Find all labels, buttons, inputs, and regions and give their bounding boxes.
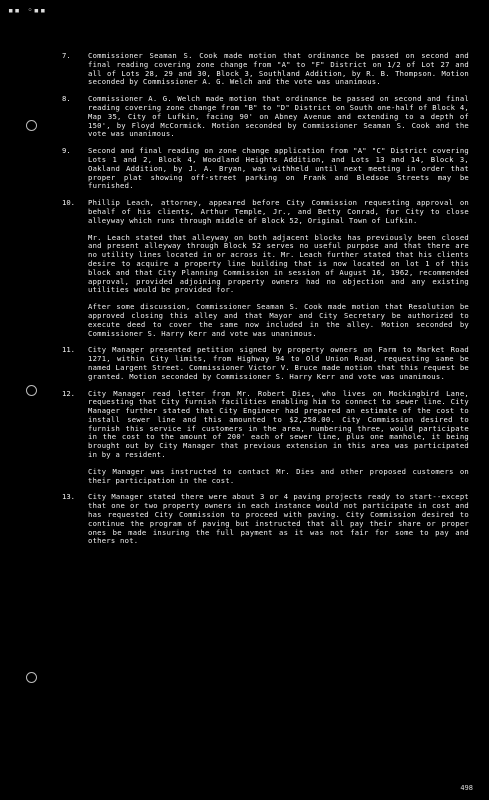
- item-paragraph: City Manager was instructed to contact Mr. Dies and other proposed customers on their participation in the cost.: [88, 466, 469, 485]
- item-number: 13.: [62, 492, 75, 502]
- page-number: 498: [460, 784, 473, 792]
- item-paragraph: Second and final reading on zone change application from "A" "C" District covering Lots 1 and 2, Block 4, Woodland Heights Addition, and Lots 13 and 14, Block 3, Oakland Addition, by J. A. Bryan, was withheld until next meeting in order that proper plat showing off-street parking on Frank and Bledsoe Streets may be furnished.: [88, 146, 469, 191]
- item-number: 9.: [62, 146, 71, 156]
- minutes-body: [64, 52, 469, 554]
- punch-hole-circle-icon: [26, 120, 37, 131]
- minutes-item-12: [64, 390, 469, 486]
- item-paragraph: Commissioner Seaman S. Cook made motion that ordinance be passed on second and final reading covering zone change from "A" to "F" District on 1/2 of Lot 27 and all of Lots 28, 29 and 30, Block 3, Southland Addition, by R. B. Thompson. Motion seconded by Commissioner A. G. Welch and the vote was unanimous.: [88, 51, 469, 87]
- item-paragraph: Phillip Leach, attorney, appeared before City Commission requesting approval on behalf of his clients, Arthur Temple, Jr., and Betty Conrad, for City to close alleyway which runs through middle of Block 52, Original Town of Lufkin.: [88, 198, 469, 225]
- item-number: 7.: [62, 51, 71, 60]
- item-number: 8.: [62, 94, 71, 104]
- minutes-item-7: [64, 52, 469, 87]
- item-paragraph: City Manager read letter from Mr. Robert Dies, who lives on Mockingbird Lane, requesting that City furnish facilities enabling him to connect to sewer line. City Manager further stated that City Engineer had prepared an estimate of the cost to install sewer line and this amounted to $2,250.00. City Commission desired to furnish this service if customers in the area, numbering three, would participate in the cost to the amount of 200' each of sewer line, plus one manhole, it being brought out by City Manager that previous extension in this area was participated in by a resident.: [88, 388, 469, 460]
- item-paragraph: Commissioner A. G. Welch made motion that ordinance be passed on second and final reading covering zone change from "B" to "D" District on South one-half of Block 4, Map 35, City of Lufkin, facing 90' on Abney Avenue and extending to a depth of 150', by Floyd McCormick. Motion seconded by Commissioner Seaman S. Cook and the vote was unanimous.: [88, 94, 469, 139]
- punch-hole-circle-icon: [26, 672, 37, 683]
- item-number: 10.: [62, 198, 75, 208]
- punch-hole-circle-icon: [26, 385, 37, 396]
- item-paragraph: City Manager presented petition signed by property owners on Farm to Market Road 1271, within City limits, from Highway 94 to Old Union Road, requesting same be named Largent Street. Commissioner Victor V. Bruce made motion that this request be granted. Motion seconded by Commissioner S. Harry Kerr and vote was unanimous.: [88, 345, 469, 381]
- item-number: 11.: [62, 345, 75, 355]
- minutes-item-8: [64, 95, 469, 139]
- corner-mark: ▪▪ ◦▪▪: [8, 6, 47, 16]
- minutes-item-11: [64, 346, 469, 381]
- item-paragraph: Mr. Leach stated that alleyway on both adjacent blocks has previously been closed and present alleyway through Block 52 serves no useful purpose and that there are no utility lines located in or across it. Mr. Leach further stated that his clients desire to acquire a property line building that is now located on lot 1 of this block and that City Planning Commission in session of August 16, 1962, recommended approval, provided adjoining property owners had no objection and any existing utilities would be provided for.: [88, 232, 469, 295]
- minutes-item-9: [64, 147, 469, 191]
- item-paragraph: City Manager stated there were about 3 or 4 paving projects ready to start--except that one or two property owners in each instance would not participate in cost and has requested City Commission to proceed with paving. City Commission desired to continue the program of paving but instructed that all pay their share or proper ones be made insuring the full payment as it was not fair for some to pay and others not.: [88, 492, 469, 546]
- minutes-item-10: [64, 199, 469, 338]
- minutes-item-13: [64, 493, 469, 546]
- item-paragraph: After some discussion, Commissioner Seaman S. Cook made motion that Resolution be approved closing this alley and that Mayor and City Secretary be authorized to execute deed to cover the same now included in the alley. Motion seconded by Commissioner S. Harry Kerr and vote was unanimous.: [88, 302, 469, 338]
- item-number: 12.: [62, 388, 75, 398]
